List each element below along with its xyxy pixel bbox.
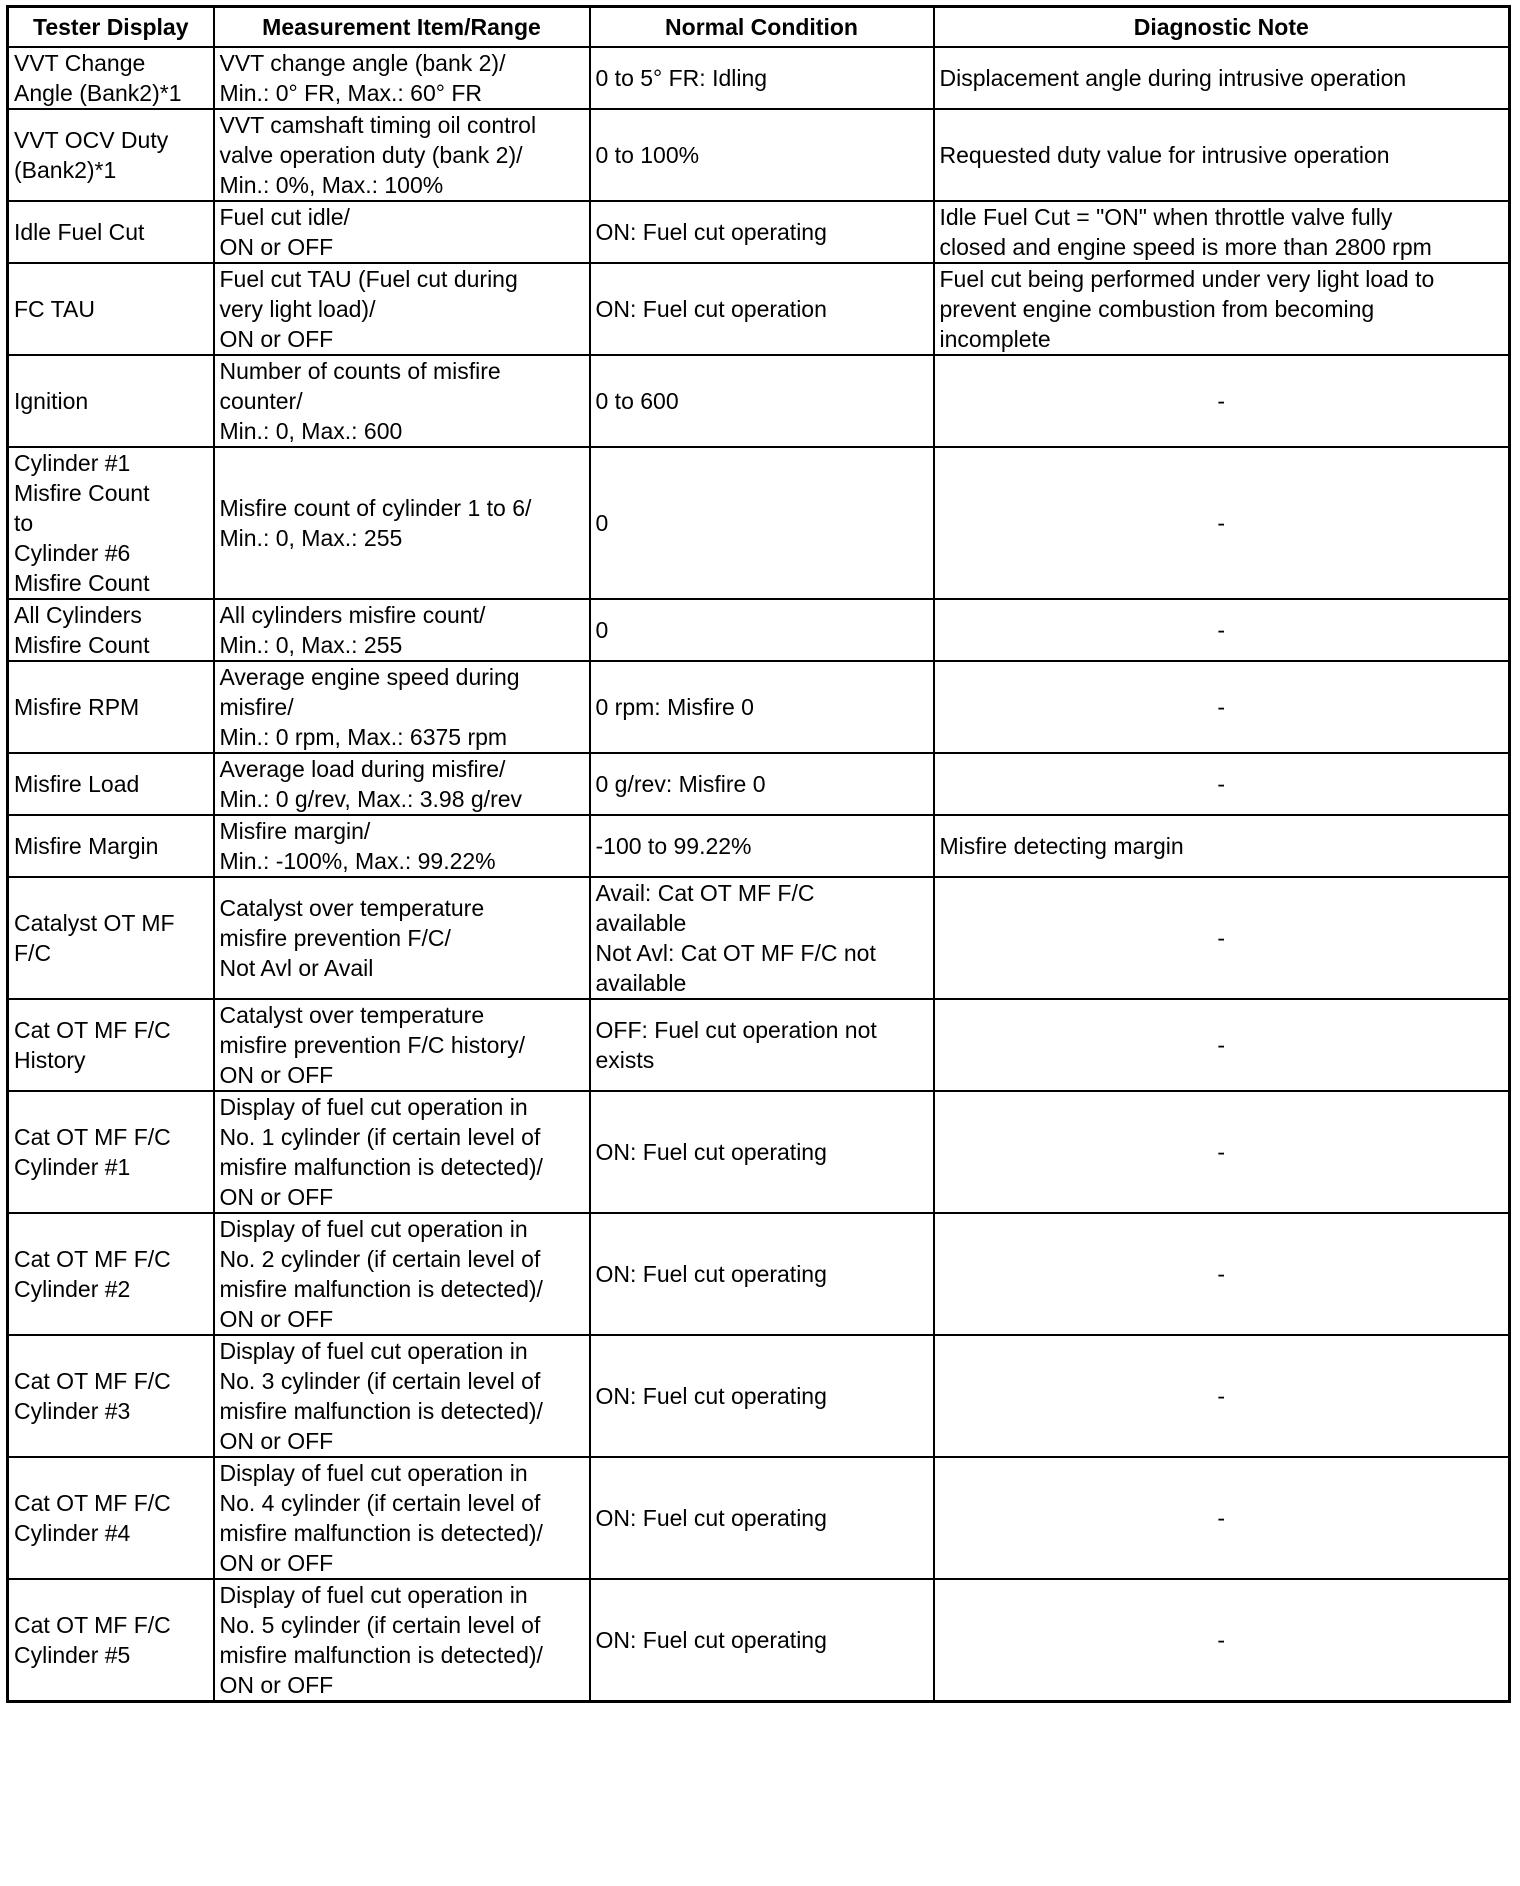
cell-normal-condition: ON: Fuel cut operating (590, 1579, 934, 1702)
cell-normal-condition: 0 g/rev: Misfire 0 (590, 753, 934, 815)
header-measurement-item: Measurement Item/Range (214, 7, 590, 48)
cell-measurement-item: Catalyst over temperature misfire prevention F/C history/ ON or OFF (214, 999, 590, 1091)
cell-tester-display: Idle Fuel Cut (8, 201, 214, 263)
cell-tester-display: All Cylinders Misfire Count (8, 599, 214, 661)
cell-diagnostic-note: - (934, 753, 1510, 815)
cell-measurement-item: VVT camshaft timing oil control valve operation duty (bank 2)/ Min.: 0%, Max.: 100% (214, 109, 590, 201)
table-row (8, 1457, 1510, 1579)
cell-tester-display: Cat OT MF F/C Cylinder #5 (8, 1579, 214, 1702)
table-row (8, 355, 1510, 447)
cell-normal-condition: 0 (590, 599, 934, 661)
cell-normal-condition: ON: Fuel cut operating (590, 1335, 934, 1457)
cell-tester-display: VVT Change Angle (Bank2)*1 (8, 47, 214, 109)
cell-measurement-item: Fuel cut TAU (Fuel cut during very light load)/ ON or OFF (214, 263, 590, 355)
table-row (8, 1213, 1510, 1335)
cell-tester-display: Cat OT MF F/C Cylinder #1 (8, 1091, 214, 1213)
table-row (8, 201, 1510, 263)
table-row (8, 1579, 1510, 1702)
cell-normal-condition: 0 (590, 447, 934, 599)
header-tester-display: Tester Display (8, 7, 214, 48)
cell-measurement-item: Display of fuel cut operation in No. 5 cylinder (if certain level of misfire malfunction is detected)/ ON or OFF (214, 1579, 590, 1702)
cell-normal-condition: 0 to 5° FR: Idling (590, 47, 934, 109)
cell-measurement-item: All cylinders misfire count/ Min.: 0, Max.: 255 (214, 599, 590, 661)
cell-tester-display: Cat OT MF F/C Cylinder #3 (8, 1335, 214, 1457)
table-row (8, 1091, 1510, 1213)
table-row (8, 109, 1510, 201)
cell-tester-display: Cat OT MF F/C Cylinder #2 (8, 1213, 214, 1335)
cell-diagnostic-note: - (934, 661, 1510, 753)
cell-tester-display: Ignition (8, 355, 214, 447)
table-row (8, 447, 1510, 599)
cell-measurement-item: Average load during misfire/ Min.: 0 g/rev, Max.: 3.98 g/rev (214, 753, 590, 815)
cell-tester-display: Misfire Margin (8, 815, 214, 877)
cell-normal-condition: ON: Fuel cut operating (590, 1213, 934, 1335)
cell-measurement-item: VVT change angle (bank 2)/ Min.: 0° FR, Max.: 60° FR (214, 47, 590, 109)
cell-normal-condition: 0 rpm: Misfire 0 (590, 661, 934, 753)
cell-normal-condition: 0 to 600 (590, 355, 934, 447)
table-body (8, 47, 1510, 1702)
cell-diagnostic-note: - (934, 447, 1510, 599)
cell-diagnostic-note: Idle Fuel Cut = "ON" when throttle valve fully closed and engine speed is more than 2800 rpm (934, 201, 1510, 263)
cell-tester-display: Catalyst OT MF F/C (8, 877, 214, 999)
cell-diagnostic-note: - (934, 877, 1510, 999)
table-header (8, 7, 1510, 48)
cell-measurement-item: Catalyst over temperature misfire prevention F/C/ Not Avl or Avail (214, 877, 590, 999)
cell-diagnostic-note: Displacement angle during intrusive operation (934, 47, 1510, 109)
tester-display-table (6, 5, 1511, 1703)
table-row (8, 599, 1510, 661)
cell-measurement-item: Display of fuel cut operation in No. 1 cylinder (if certain level of misfire malfunction is detected)/ ON or OFF (214, 1091, 590, 1213)
cell-diagnostic-note: - (934, 355, 1510, 447)
cell-normal-condition: -100 to 99.22% (590, 815, 934, 877)
table-row (8, 815, 1510, 877)
cell-diagnostic-note: Requested duty value for intrusive operation (934, 109, 1510, 201)
cell-measurement-item: Number of counts of misfire counter/ Min.: 0, Max.: 600 (214, 355, 590, 447)
cell-diagnostic-note: - (934, 1335, 1510, 1457)
cell-normal-condition: ON: Fuel cut operating (590, 1091, 934, 1213)
cell-normal-condition: OFF: Fuel cut operation not exists (590, 999, 934, 1091)
cell-diagnostic-note: Fuel cut being performed under very light load to prevent engine combustion from becoming incomplete (934, 263, 1510, 355)
cell-diagnostic-note: - (934, 1213, 1510, 1335)
table-row (8, 999, 1510, 1091)
cell-measurement-item: Misfire count of cylinder 1 to 6/ Min.: 0, Max.: 255 (214, 447, 590, 599)
cell-tester-display: FC TAU (8, 263, 214, 355)
table-row (8, 877, 1510, 999)
cell-diagnostic-note: - (934, 1457, 1510, 1579)
cell-tester-display: Cat OT MF F/C Cylinder #4 (8, 1457, 214, 1579)
table-row (8, 47, 1510, 109)
cell-measurement-item: Display of fuel cut operation in No. 3 cylinder (if certain level of misfire malfunction is detected)/ ON or OFF (214, 1335, 590, 1457)
cell-diagnostic-note: - (934, 599, 1510, 661)
cell-tester-display: Misfire Load (8, 753, 214, 815)
cell-normal-condition: 0 to 100% (590, 109, 934, 201)
cell-diagnostic-note: - (934, 999, 1510, 1091)
cell-tester-display: Cylinder #1 Misfire Count to Cylinder #6 Misfire Count (8, 447, 214, 599)
cell-diagnostic-note: - (934, 1579, 1510, 1702)
cell-measurement-item: Misfire margin/ Min.: -100%, Max.: 99.22% (214, 815, 590, 877)
cell-tester-display: Cat OT MF F/C History (8, 999, 214, 1091)
table-row (8, 1335, 1510, 1457)
cell-diagnostic-note: Misfire detecting margin (934, 815, 1510, 877)
cell-measurement-item: Average engine speed during misfire/ Min.: 0 rpm, Max.: 6375 rpm (214, 661, 590, 753)
cell-tester-display: VVT OCV Duty (Bank2)*1 (8, 109, 214, 201)
cell-normal-condition: ON: Fuel cut operating (590, 1457, 934, 1579)
table-row (8, 263, 1510, 355)
cell-diagnostic-note: - (934, 1091, 1510, 1213)
table-row (8, 661, 1510, 753)
cell-normal-condition: Avail: Cat OT MF F/C available Not Avl: Cat OT MF F/C not available (590, 877, 934, 999)
cell-measurement-item: Fuel cut idle/ ON or OFF (214, 201, 590, 263)
cell-tester-display: Misfire RPM (8, 661, 214, 753)
table-row (8, 753, 1510, 815)
cell-measurement-item: Display of fuel cut operation in No. 2 cylinder (if certain level of misfire malfunction is detected)/ ON or OFF (214, 1213, 590, 1335)
header-diagnostic-note: Diagnostic Note (934, 7, 1510, 48)
header-row (8, 7, 1510, 48)
cell-measurement-item: Display of fuel cut operation in No. 4 cylinder (if certain level of misfire malfunction is detected)/ ON or OFF (214, 1457, 590, 1579)
cell-normal-condition: ON: Fuel cut operating (590, 201, 934, 263)
header-normal-condition: Normal Condition (590, 7, 934, 48)
cell-normal-condition: ON: Fuel cut operation (590, 263, 934, 355)
